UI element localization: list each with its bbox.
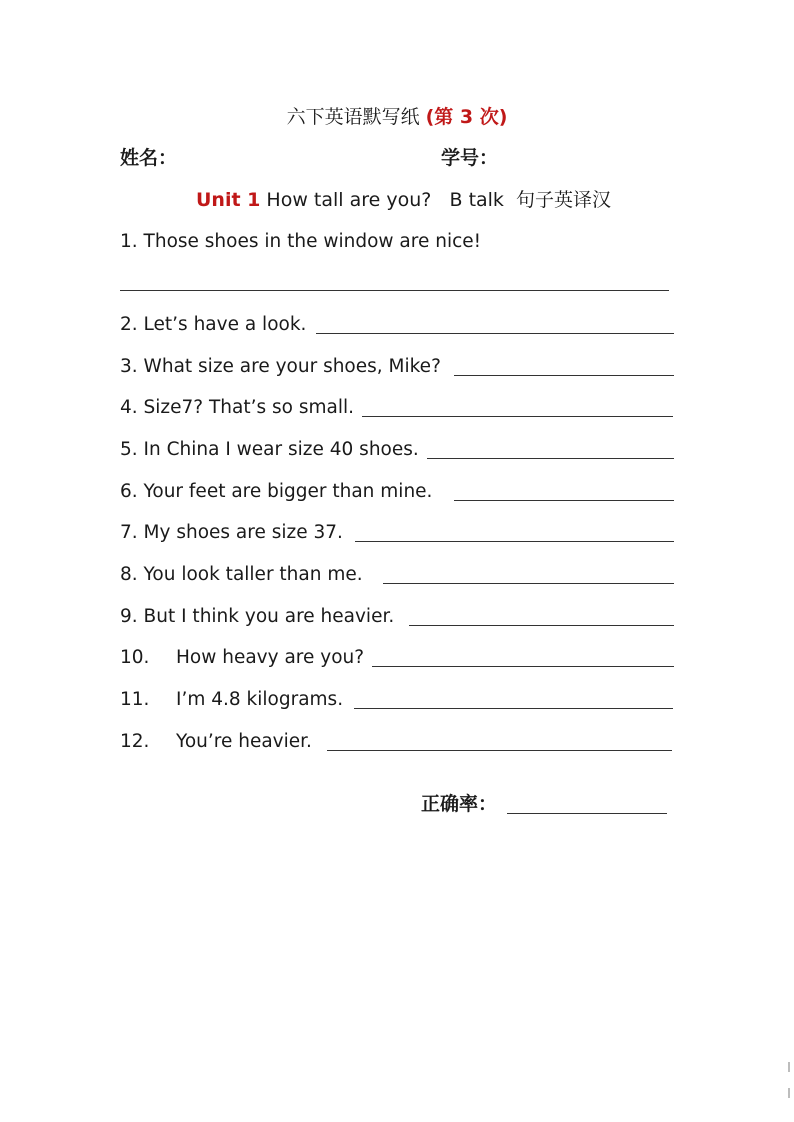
answer-line-12[interactable] <box>327 750 672 751</box>
accuracy-line[interactable] <box>507 813 667 814</box>
question-4 <box>120 394 354 422</box>
question-1 <box>120 228 481 256</box>
question-8 <box>120 561 363 589</box>
question-text: Let’s have a look. <box>143 314 307 335</box>
question-9 <box>120 603 394 631</box>
student-id-label: 学号： <box>441 147 499 169</box>
accuracy-label: 正确率： <box>421 793 498 815</box>
question-number: 7. <box>120 522 138 543</box>
title-attempt: (第 3 次) <box>425 106 508 128</box>
title-text: 六下英语默写纸 <box>286 106 420 128</box>
answer-line-11[interactable] <box>354 708 673 709</box>
question-3 <box>120 353 441 381</box>
question-text: In China I wear size 40 shoes. <box>143 439 419 460</box>
question-text: But I think you are heavier. <box>143 606 395 627</box>
question-number: 9. <box>120 606 138 627</box>
question-12 <box>120 728 149 756</box>
answer-line-7[interactable] <box>355 541 674 542</box>
corner-mark <box>788 1088 790 1098</box>
answer-line-5[interactable] <box>427 458 674 459</box>
question-number: 6. <box>120 481 138 502</box>
question-text: My shoes are size 37. <box>143 522 343 543</box>
question-number: 10. <box>120 647 150 668</box>
question-number: 4. <box>120 397 138 418</box>
section-subtitle <box>196 186 611 214</box>
question-11 <box>120 686 149 714</box>
answer-line-9[interactable] <box>409 625 674 626</box>
question-10 <box>120 644 149 672</box>
question-number: 8. <box>120 564 138 585</box>
question-11-text: I’m 4.8 kilograms. <box>176 689 344 710</box>
question-number: 11. <box>120 689 150 710</box>
answer-line-6[interactable] <box>454 500 674 501</box>
page-title <box>0 102 794 132</box>
question-text: What size are your shoes, Mike? <box>143 356 441 377</box>
name-label: 姓名： <box>120 147 178 169</box>
question-6 <box>120 478 432 506</box>
question-5 <box>120 436 419 464</box>
question-10-text: How heavy are you? <box>176 647 365 668</box>
question-text: You look taller than me. <box>143 564 363 585</box>
question-number: 2. <box>120 314 138 335</box>
question-number: 12. <box>120 731 150 752</box>
corner-mark <box>788 1062 790 1072</box>
answer-line-2[interactable] <box>316 333 674 334</box>
question-number: 3. <box>120 356 138 377</box>
question-text: Size7? That’s so small. <box>143 397 355 418</box>
question-7 <box>120 519 343 547</box>
question-12-text: You’re heavier. <box>176 731 312 752</box>
question-text: Those shoes in the window are nice! <box>143 231 482 252</box>
question-text: Your feet are bigger than mine. <box>143 481 433 502</box>
question-number: 1. <box>120 231 138 252</box>
answer-line-8[interactable] <box>383 583 674 584</box>
answer-line-3[interactable] <box>454 375 674 376</box>
answer-line-10[interactable] <box>372 666 674 667</box>
answer-line-4[interactable] <box>362 416 673 417</box>
unit-label: Unit 1 <box>196 189 261 211</box>
question-2 <box>120 311 306 339</box>
subtitle-text: How tall are you? B talk 句子英译汉 <box>260 189 612 211</box>
question-number: 5. <box>120 439 138 460</box>
answer-line-1[interactable] <box>120 290 669 291</box>
